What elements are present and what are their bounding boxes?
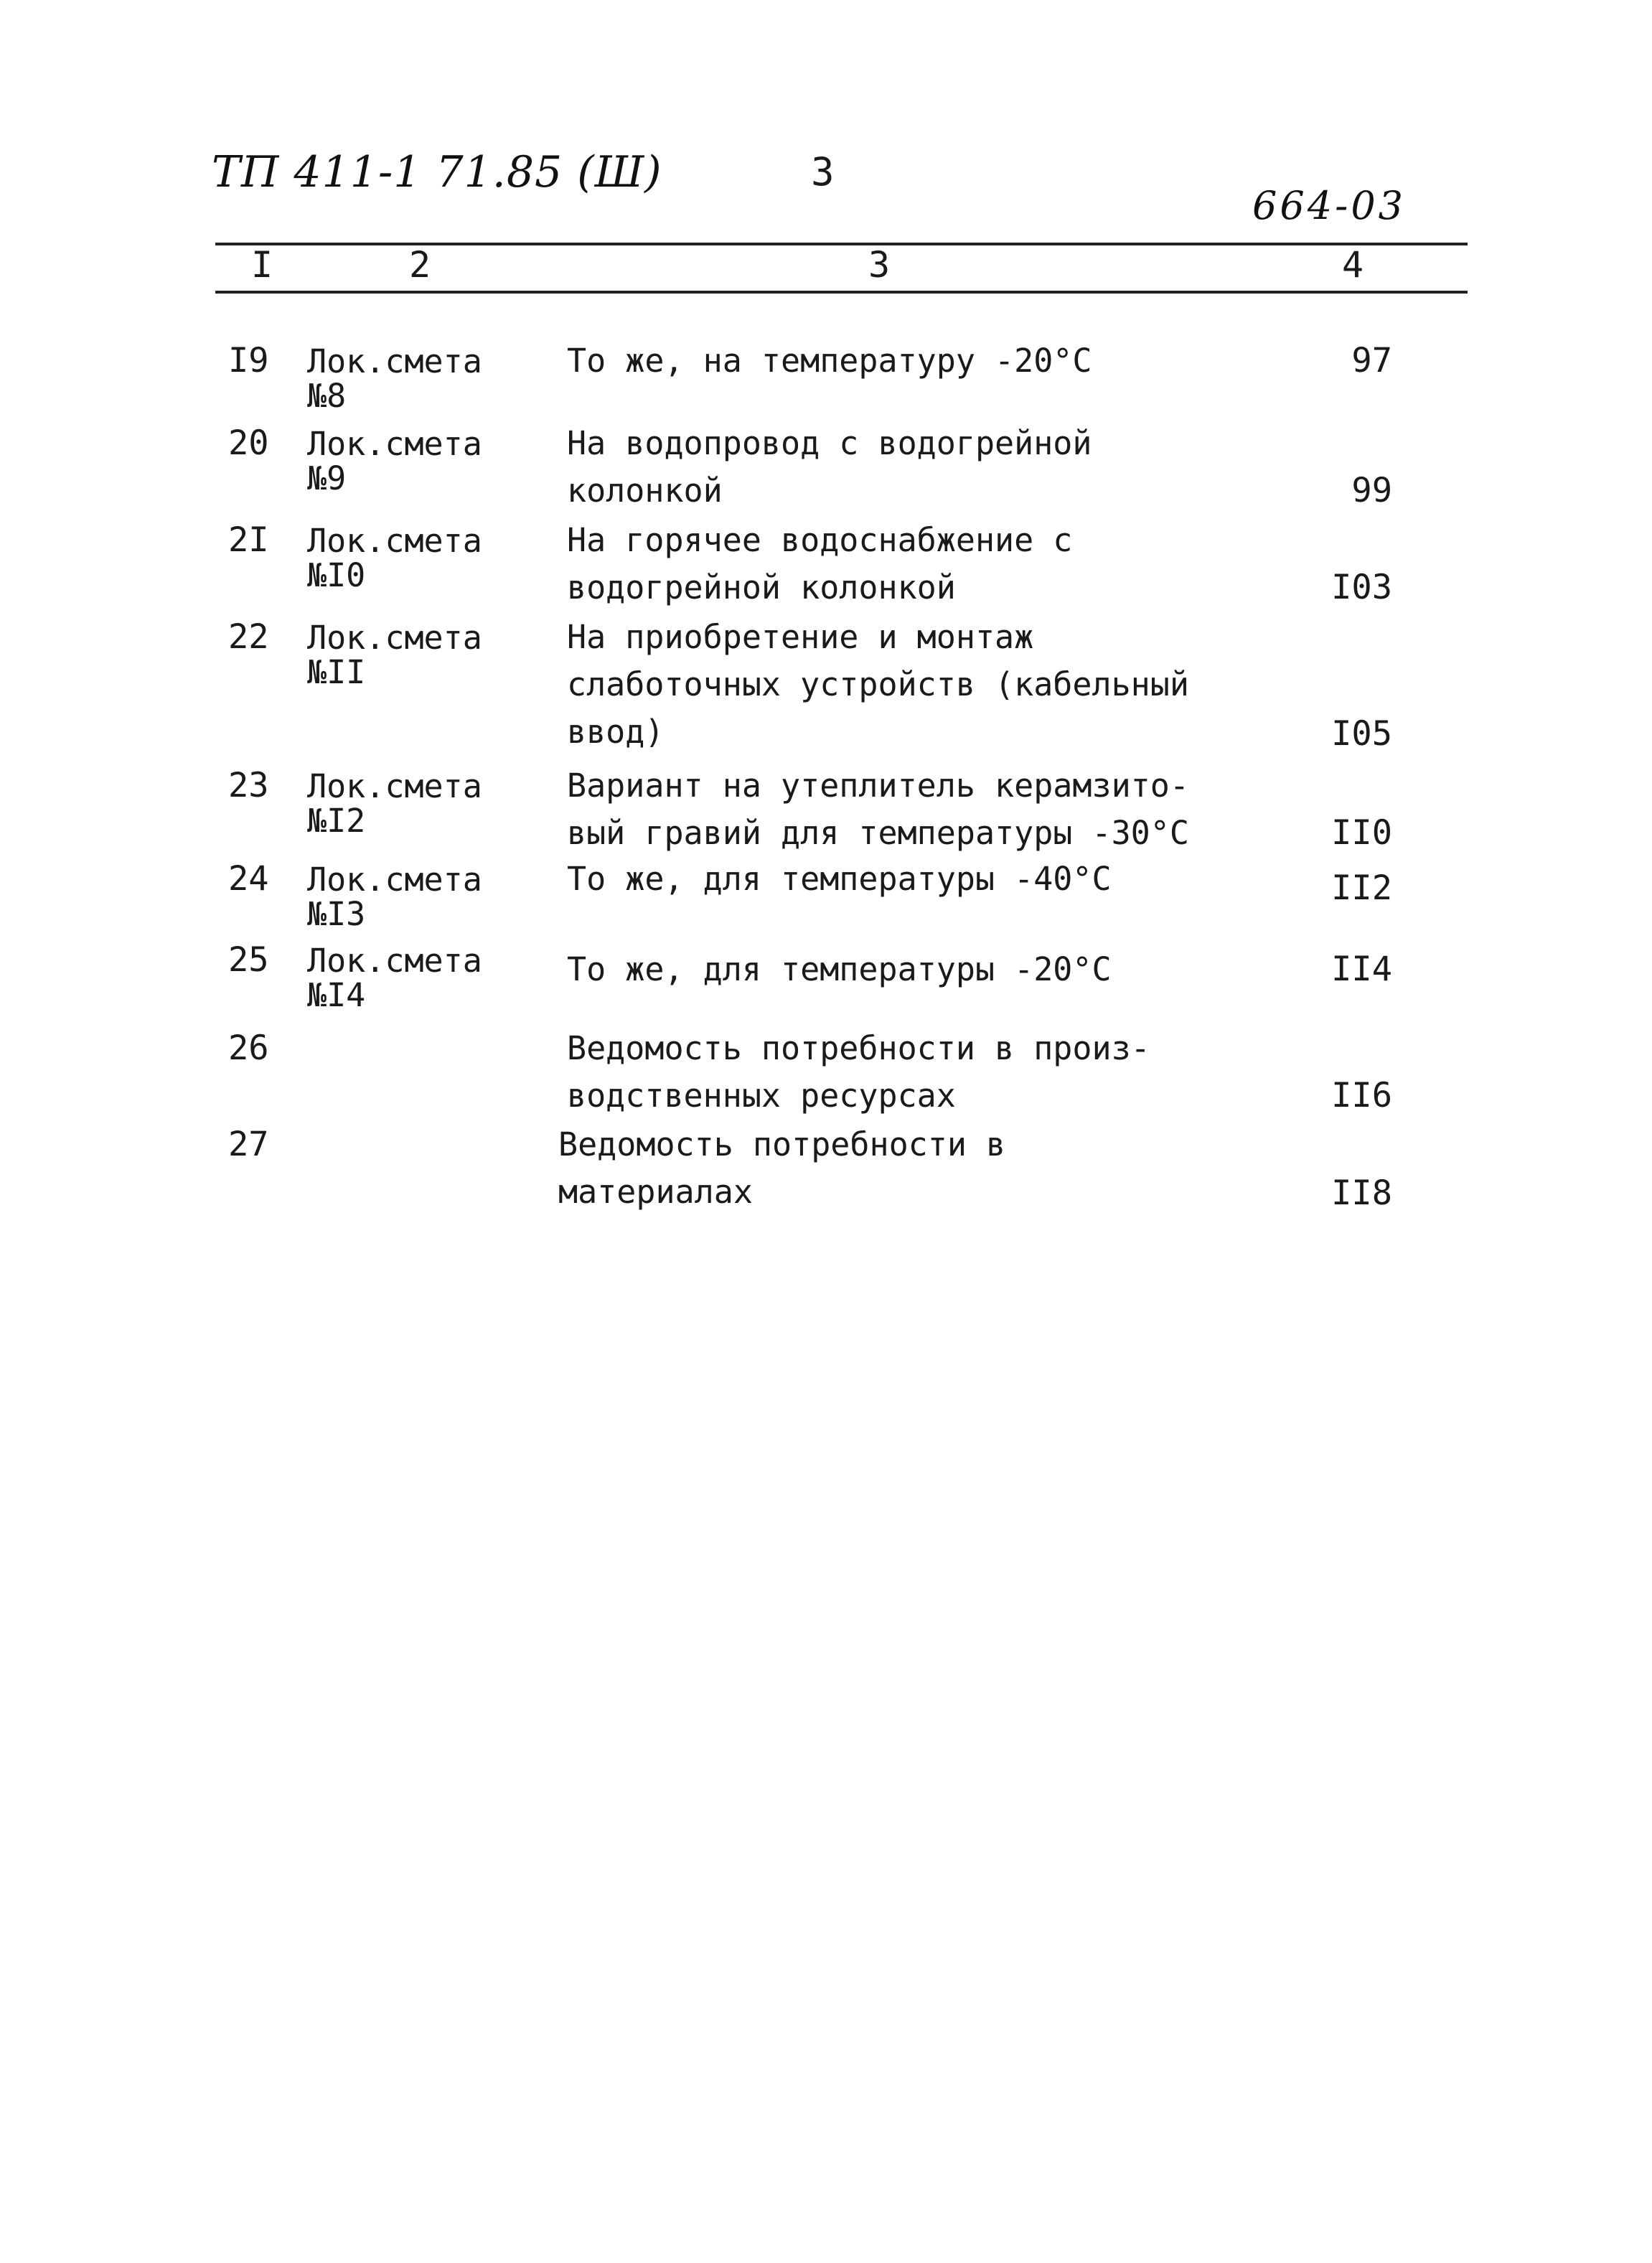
column-header-4: 4 <box>1342 244 1364 286</box>
row-number: 22 <box>228 617 269 657</box>
row-description <box>558 1121 1005 1216</box>
row-page: II6 <box>1331 1076 1392 1115</box>
row-number: 24 <box>228 859 269 899</box>
description-line: То же, для температуры -20°C <box>567 950 1112 988</box>
column-header-1: I <box>251 244 273 286</box>
reference-number: №II <box>307 653 366 691</box>
row-reference <box>307 863 482 932</box>
row-reference <box>307 944 482 1013</box>
row-page: I05 <box>1331 714 1392 754</box>
description-line: водогрейной колонкой <box>567 568 956 606</box>
reference-label: Лок.смета <box>307 425 482 463</box>
description-line: То же, для температуры -40°C <box>567 860 1112 898</box>
reference-label: Лок.смета <box>307 861 482 899</box>
row-page: II2 <box>1331 868 1392 908</box>
description-line: слаботочных устройств (кабельный <box>567 665 1189 703</box>
reference-number: №8 <box>307 377 347 415</box>
row-description <box>567 1025 1150 1120</box>
row-page: II0 <box>1331 813 1392 853</box>
row-description <box>567 856 1112 903</box>
row-reference <box>307 342 482 415</box>
page-number: 3 <box>811 149 835 195</box>
row-number: 23 <box>228 766 269 805</box>
description-line: колонкой <box>567 472 723 510</box>
table-top-rule <box>215 243 1468 245</box>
row-number: 27 <box>228 1125 269 1164</box>
row-page: 99 <box>1351 471 1392 510</box>
reference-label: Лок.смета <box>307 342 482 380</box>
reference-number: №I3 <box>307 895 366 933</box>
row-page: I03 <box>1331 568 1392 607</box>
row-description <box>567 946 1112 993</box>
row-reference <box>307 427 482 496</box>
row-page: 97 <box>1351 341 1392 380</box>
row-number: 26 <box>228 1029 269 1068</box>
reference-label: Лок.смета <box>307 619 482 657</box>
row-number: 2I <box>228 520 269 560</box>
description-line: То же, на температуру -20°C <box>567 342 1092 380</box>
row-number: I9 <box>228 341 269 380</box>
row-page: II4 <box>1331 950 1392 989</box>
reference-number: №I2 <box>307 802 366 840</box>
sheet-code: 664-03 <box>1252 183 1407 228</box>
row-number: 25 <box>228 940 269 980</box>
column-header-2: 2 <box>409 244 431 286</box>
description-line: Ведомость потребности в <box>558 1125 1006 1163</box>
row-number: 20 <box>228 423 269 463</box>
row-page: II8 <box>1331 1173 1392 1213</box>
description-line: материалах <box>558 1173 753 1211</box>
table-header-rule <box>215 291 1468 294</box>
reference-label: Лок.смета <box>307 942 482 980</box>
description-line: ввод) <box>567 713 665 751</box>
row-description <box>567 614 1189 756</box>
description-line: На горячее водоснабжение с <box>567 521 1073 559</box>
description-line: Ведомость потребности в произ- <box>567 1029 1150 1067</box>
description-line: водственных ресурсах <box>567 1077 956 1115</box>
reference-number: №9 <box>307 459 347 497</box>
row-reference <box>307 524 482 593</box>
reference-number: №I0 <box>307 556 366 594</box>
description-line: Вариант на утеплитель керамзито- <box>567 767 1189 805</box>
reference-label: Лок.смета <box>307 522 482 560</box>
row-reference <box>307 769 482 838</box>
document-code: ТП 411-1 71.85 (Ш) <box>212 147 662 197</box>
reference-label: Лок.смета <box>307 767 482 805</box>
row-description <box>567 762 1189 857</box>
reference-number: №I4 <box>307 976 366 1014</box>
row-description <box>567 337 1092 385</box>
row-description <box>567 420 1092 515</box>
row-reference <box>307 621 482 690</box>
description-line: вый гравий для температуры -30°C <box>567 814 1189 852</box>
column-header-3: 3 <box>868 244 891 286</box>
description-line: На приобретение и монтаж <box>567 618 1034 656</box>
description-line: На водопровод с водогрейной <box>567 424 1092 462</box>
row-description <box>567 517 1072 612</box>
